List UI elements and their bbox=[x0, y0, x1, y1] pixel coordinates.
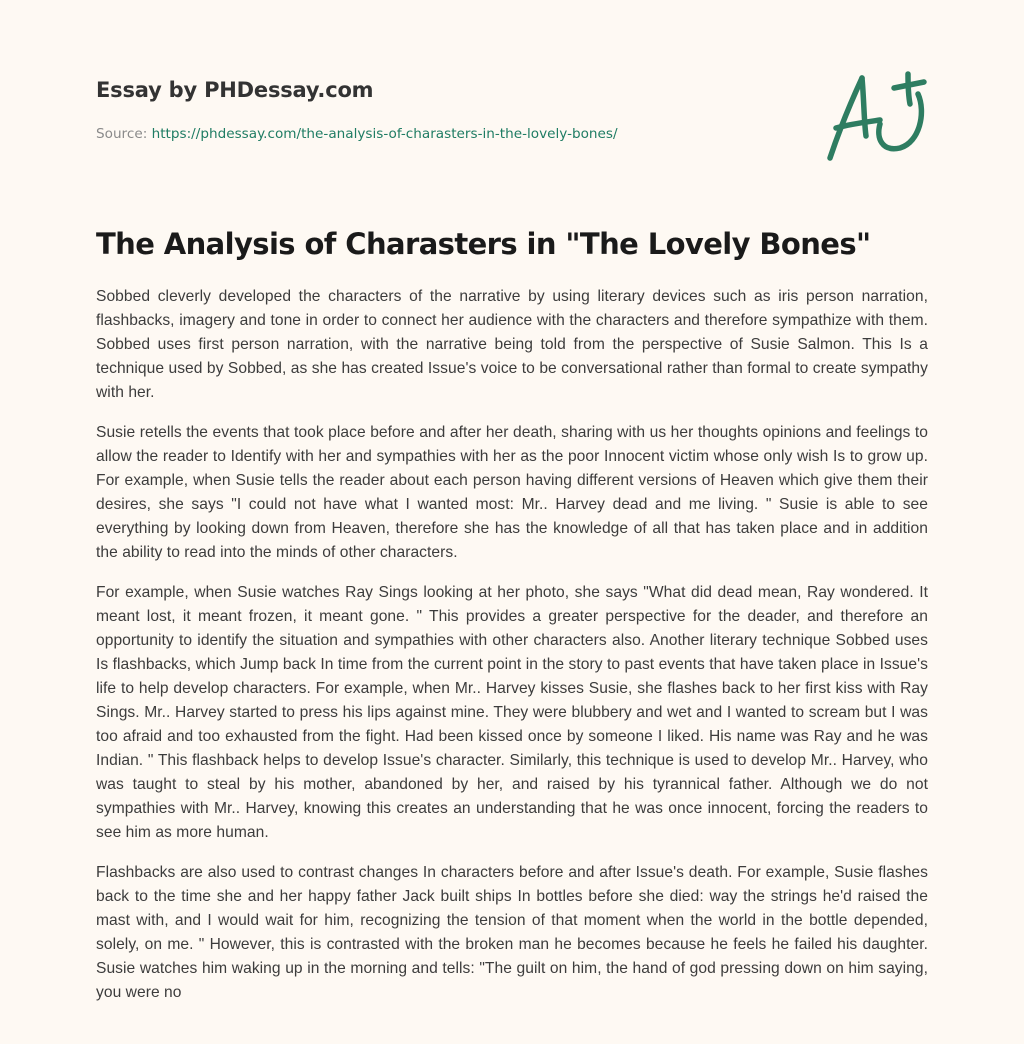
paragraph-3: For example, when Susie watches Ray Sings looking at her photo, she says "What did dead mean, Ray wondered. It meant lost, it meant frozen, it meant gone. " This provides a greater perspective for the deader, and therefore an opportunity to identify the situation and sympathies with other characters also. Another literary technique Sobbed uses Is flashbacks, which Jump back In time from the current point in the story to past events that have taken place in Issue's life to help develop characters. For example, when Mr.. Harvey kisses Susie, she flashes back to her first kiss with Ray Sings. Mr.. Harvey started to press his lips against mine. They were blubbery and wet and I wanted to scream but I was too afraid and too exhausted from the fight. Had been kissed once by someone I liked. His name was Ray and he was Indian. " This flashback helps to develop Issue's character. Similarly, this technique is used to develop Mr.. Harvey, who was taught to steal by his mother, abandoned by her, and raised by his tyrannical father. Although we do not sympathies with Mr.. Harvey, knowing this creates an understanding that he was once innocent, forcing the readers to see him as more human. bbox=[96, 584, 928, 841]
source-link[interactable]: https://phdessay.com/the-analysis-of-charasters-in-the-lovely-bones/ bbox=[151, 126, 618, 142]
article-title: The Analysis of Charasters in "The Lovely Bones" bbox=[96, 227, 871, 261]
a-plus-grade-icon bbox=[820, 64, 932, 168]
source-label: Source: bbox=[96, 126, 148, 142]
brand-title: Essay by PHDessay.com bbox=[96, 78, 374, 102]
page-header bbox=[96, 76, 926, 142]
article-body bbox=[96, 285, 928, 1021]
paragraph-2: Susie retells the events that took place before and after her death, sharing with us her thoughts opinions and feelings to allow the reader to Identify with her and sympathies with her as the poor Innocent victim whose only wish Is to grow up. For example, when Susie tells the reader about each person having different versions of Heaven which give them their desires, she says "I could not have what I wanted most: Mr.. Harvey dead and me living. " Susie is able to see everything by looking down from Heaven, therefore she has the knowledge of all that has taken place and in addition the ability to read into the minds of other characters. bbox=[96, 424, 928, 561]
paragraph-4: Flashbacks are also used to contrast changes In characters before and after Issue's death. For example, Susie flashes back to the time she and her happy father Jack built ships In bottles before she died: way the strings he'd raised the mast with, and I would wait for him, recognizing the tension of that moment when the world in the bottle depended, solely, on me. " However, this is contrasted with the broken man he becomes because he feels he failed his daughter. Susie watches him waking up in the morning and tells: "The guilt on him, the hand of god pressing down on him saying, you were no bbox=[96, 864, 928, 1001]
paragraph-1: Sobbed cleverly developed the characters of the narrative by using literary devices such as iris person narration, flashbacks, imagery and tone in order to connect her audience with the characters and therefore sympathize with them. Sobbed uses first person narration, with the narrative being told from the perspective of Susie Salmon. This Is a technique used by Sobbed, as she has created Issue's voice to be conversational rather than formal to create sympathy with her. bbox=[96, 288, 928, 401]
source-line bbox=[96, 124, 618, 144]
